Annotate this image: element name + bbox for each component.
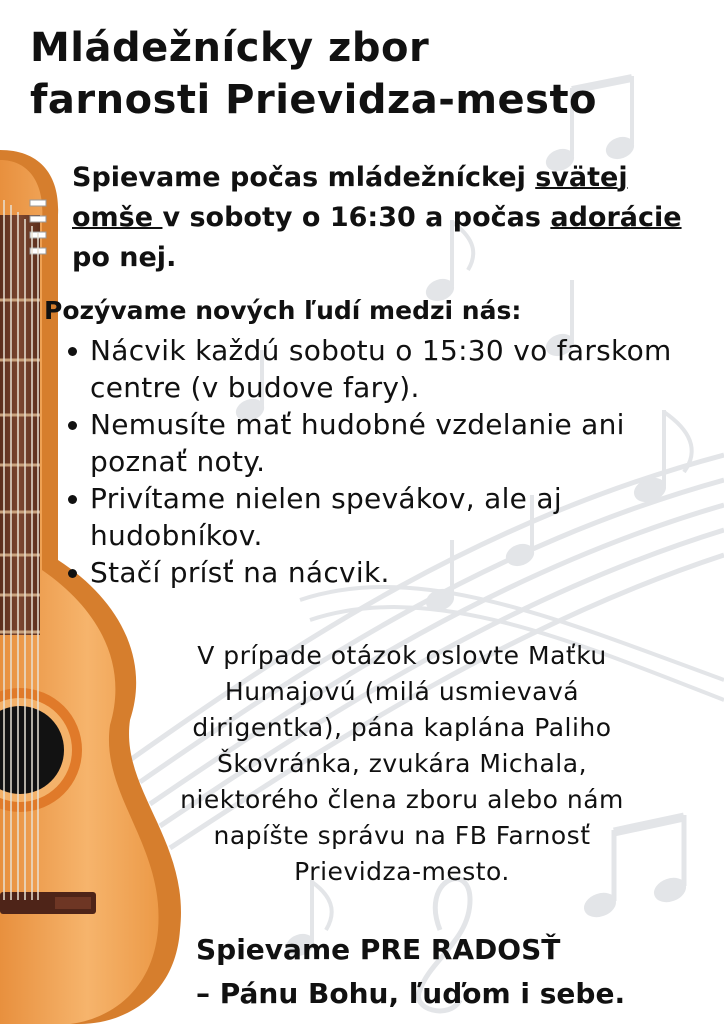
list-item-text: Privítame nielen spevákov, ale aj hudobníkov. — [90, 482, 562, 552]
list-item — [66, 480, 706, 554]
bullet-icon — [68, 421, 77, 430]
invite-heading: Pozývame nových ľudí medzi nás: — [44, 296, 522, 325]
underlined-adoration-text: adorácie — [550, 202, 682, 233]
poster-title — [30, 22, 710, 126]
list-item — [66, 406, 706, 480]
bullet-icon — [68, 495, 77, 504]
list-item — [66, 554, 706, 591]
underlined-mass-text: svätej omše — [72, 162, 628, 233]
contact-line: V prípade otázok oslovte Maťku — [197, 641, 607, 670]
intro-text-2: v soboty o 16:30 a počas — [162, 202, 551, 233]
bullet-icon — [68, 569, 77, 578]
contact-paragraph — [122, 638, 682, 890]
contact-line: Prievidza-mesto. — [294, 857, 510, 886]
invite-list — [66, 332, 706, 591]
contact-line: napíšte správu na FB Farnosť — [213, 821, 591, 850]
list-item-text: Nácvik každú sobotu o 15:30 vo farskom centre (v budove fary). — [90, 334, 672, 404]
closing-line-2: – Pánu Bohu, ľuďom i sebe. — [196, 977, 626, 1010]
closing-slogan — [196, 928, 716, 1016]
contact-line: niektorého člena zboru alebo nám — [180, 785, 624, 814]
intro-text-3: po nej. — [72, 242, 177, 273]
list-item-text: Nemusíte mať hudobné vzdelanie ani poznať noty. — [90, 408, 625, 478]
contact-line: dirigentka), pána kaplána Paliho — [192, 713, 612, 742]
list-item — [66, 332, 706, 406]
title-line-1: Mládežnícky zbor — [30, 25, 430, 71]
bullet-icon — [68, 347, 77, 356]
intro-text-1: Spievame počas mládežníckej — [72, 162, 536, 193]
contact-line: Humajovú (milá usmievavá — [224, 677, 580, 706]
title-line-2: farnosti Prievidza-mesto — [30, 77, 598, 123]
contact-line: Škovránka, zvukára Michala, — [216, 749, 588, 778]
closing-line-1: Spievame PRE RADOSŤ — [196, 933, 561, 966]
list-item-text: Stačí prísť na nácvik. — [90, 556, 390, 589]
intro-paragraph — [72, 158, 712, 278]
